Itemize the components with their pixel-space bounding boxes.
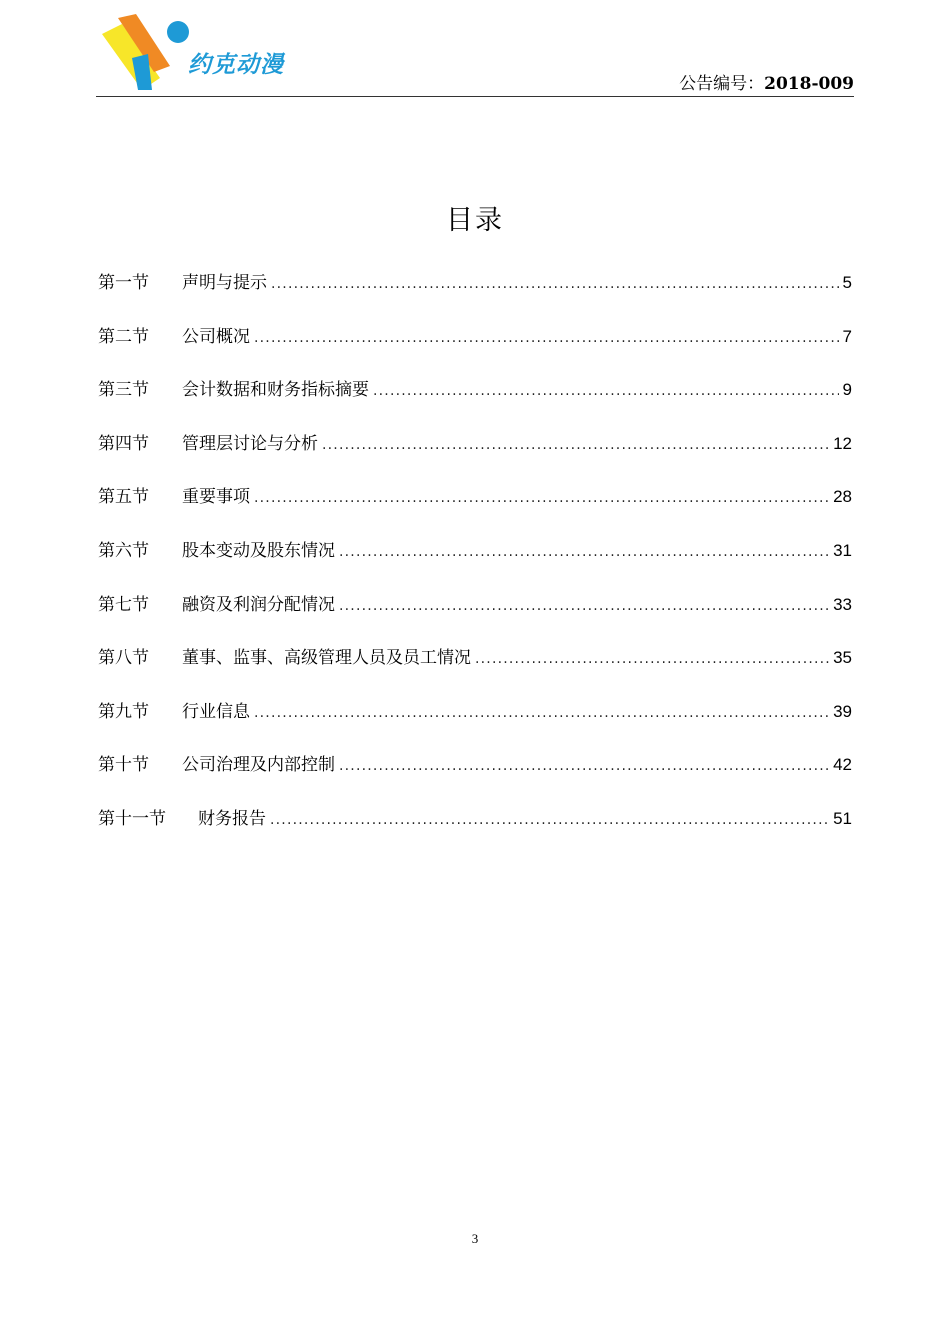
toc-section-number: 第一节 bbox=[98, 273, 149, 293]
toc-page-number: 7 bbox=[842, 326, 852, 346]
toc-section-number: 第五节 bbox=[98, 487, 149, 508]
toc-page-number: 35 bbox=[833, 648, 852, 668]
toc-section-name: 管理层讨论与分析 bbox=[182, 433, 318, 454]
toc-section-name: 声明与提示 bbox=[182, 273, 267, 293]
announcement-number bbox=[679, 69, 854, 94]
toc-section-number: 第十节 bbox=[98, 755, 149, 776]
toc-leader-dots bbox=[339, 758, 829, 774]
toc-section-name: 重要事项 bbox=[182, 487, 250, 508]
toc-page-number: 42 bbox=[833, 755, 852, 775]
logo-mark-icon bbox=[98, 12, 193, 92]
toc-page-number: 39 bbox=[833, 701, 852, 721]
toc-entry[interactable] bbox=[98, 750, 852, 804]
toc-leader-dots bbox=[373, 383, 839, 399]
logo-text: 约克动漫 bbox=[188, 52, 284, 78]
toc-section-number: 第八节 bbox=[98, 648, 149, 669]
toc-leader-dots bbox=[339, 598, 829, 614]
toc-entry[interactable] bbox=[98, 804, 852, 858]
company-logo bbox=[98, 12, 308, 92]
toc-section-number: 第二节 bbox=[98, 326, 149, 347]
page-header bbox=[96, 0, 854, 97]
toc-section-number: 第九节 bbox=[98, 701, 149, 722]
toc-leader-dots bbox=[254, 330, 839, 346]
toc-page-number: 12 bbox=[833, 433, 852, 453]
toc-leader-dots bbox=[254, 705, 829, 721]
toc-section-name: 公司概况 bbox=[182, 326, 250, 347]
toc-entry[interactable] bbox=[98, 590, 852, 644]
toc-page-number: 31 bbox=[833, 540, 852, 560]
toc-section-name: 董事、监事、高级管理人员及员工情况 bbox=[182, 648, 471, 669]
toc-section-number: 第三节 bbox=[98, 380, 149, 401]
toc-entry[interactable] bbox=[98, 482, 852, 536]
toc-leader-dots bbox=[322, 437, 829, 453]
toc-entry[interactable] bbox=[98, 697, 852, 751]
toc-section-name: 会计数据和财务指标摘要 bbox=[182, 380, 369, 401]
toc-section-number: 第十一节 bbox=[98, 808, 166, 829]
table-of-contents bbox=[98, 268, 852, 858]
toc-page-number: 9 bbox=[842, 380, 852, 400]
toc-section-name: 财务报告 bbox=[198, 808, 266, 829]
toc-leader-dots bbox=[271, 276, 839, 292]
toc-title: 目录 bbox=[446, 205, 504, 236]
toc-entry[interactable] bbox=[98, 643, 852, 697]
announcement-number-value: 2018-009 bbox=[764, 74, 854, 94]
toc-leader-dots bbox=[254, 490, 829, 506]
toc-entry[interactable] bbox=[98, 536, 852, 590]
toc-leader-dots bbox=[475, 651, 829, 667]
toc-section-name: 股本变动及股东情况 bbox=[182, 540, 335, 561]
toc-page-number: 28 bbox=[833, 487, 852, 507]
toc-entry[interactable] bbox=[98, 322, 852, 376]
toc-section-number: 第七节 bbox=[98, 594, 149, 615]
toc-leader-dots bbox=[270, 812, 829, 828]
toc-page-number: 33 bbox=[833, 594, 852, 614]
toc-entry[interactable] bbox=[98, 375, 852, 429]
toc-section-name: 融资及利润分配情况 bbox=[182, 594, 335, 615]
toc-section-name: 公司治理及内部控制 bbox=[182, 755, 335, 776]
toc-entry[interactable] bbox=[98, 268, 852, 322]
toc-section-number: 第六节 bbox=[98, 540, 149, 561]
page-number: 3 bbox=[471, 1231, 479, 1246]
toc-page-number: 5 bbox=[842, 273, 852, 292]
announcement-number-label: 公告编号： bbox=[679, 74, 765, 94]
toc-page-number: 51 bbox=[833, 808, 852, 828]
toc-leader-dots bbox=[339, 544, 829, 560]
toc-section-name: 行业信息 bbox=[182, 701, 250, 722]
toc-entry[interactable] bbox=[98, 429, 852, 483]
toc-section-number: 第四节 bbox=[98, 433, 149, 454]
